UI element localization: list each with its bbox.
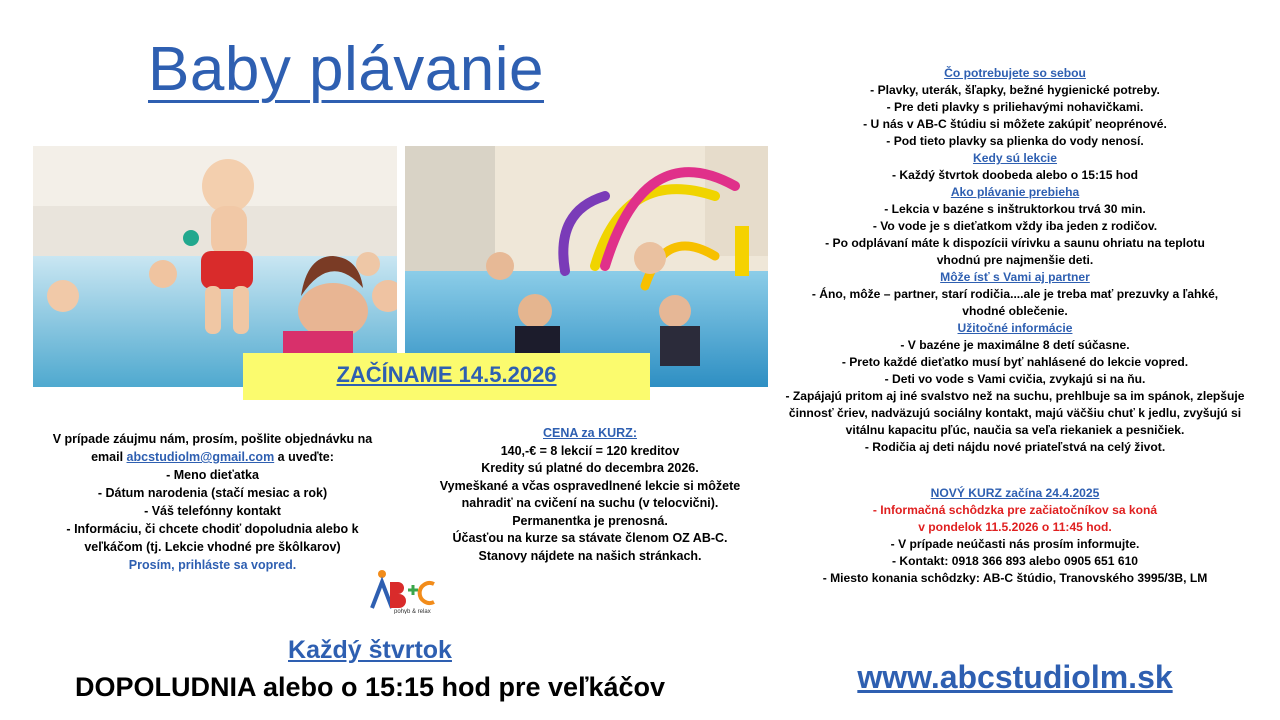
section-heading-how: Ako plávanie prebieha (950, 185, 1080, 199)
order-intro: V prípade záujmu nám, prosím, pošlite objednávku na (52, 432, 373, 446)
order-email-line: email abcstudiolm@gmail.com a uveďte: (91, 450, 334, 464)
website-link[interactable]: www.abcstudiolm.sk (857, 659, 1173, 695)
price-line: Účasťou na kurze sa stávate členom OZ AB-C. (452, 531, 728, 545)
abc-logo (368, 568, 440, 614)
price-line: Vymeškané a včas ospravedlnené lekcie si môžete (439, 478, 741, 493)
section-heading-useful: Užitočné informácie (957, 321, 1073, 335)
section-heading-when: Kedy sú lekcie (972, 151, 1058, 165)
list-item: - U nás v AB-C štúdiu si môžete zakúpiť neoprénové. (765, 116, 1265, 133)
list-item: - Plavky, uterák, šľapky, bežné hygienické potreby. (765, 82, 1265, 99)
list-item: - Pod tieto plavky sa plienka do vody nenosí. (765, 133, 1265, 150)
list-item: - Áno, môže – partner, starí rodičia....ale je treba mať prezuvky a ľahké, (765, 286, 1265, 303)
list-item-continuation: činnosť čriev, nadväzujú sociálny kontakt, majú väčšiu chuť k jedlu, zvyšujú si (788, 406, 1242, 420)
list-item: - Po odplávaní máte k dispozícii vírivku a saunu ohriatu na teplotu (765, 235, 1265, 252)
order-instructions (25, 430, 400, 574)
list-item: - Vo vode je s dieťatkom vždy iba jeden z rodičov. (765, 218, 1265, 235)
list-item: - Preto každé dieťatko musí byť nahlásené do lekcie vopred. (765, 354, 1265, 371)
list-item-continuation: veľkáčom (tj. Lekcie vhodné pre škôlkarov) (84, 540, 341, 554)
price-info (410, 425, 770, 565)
list-item: - Zapájajú pritom aj iné svalstvo než na suchu, prehlbuje sa im spánok, zlepšuje (765, 388, 1265, 405)
price-heading: CENA za KURZ: (543, 426, 637, 440)
price-line: nahradiť na cvičení na suchu (v telocvični). (461, 496, 719, 510)
photo-pool-class (405, 146, 768, 387)
list-item: - Deti vo vode s Vami cvičia, zvykajú si na ňu. (765, 371, 1265, 388)
price-line: Kredity sú platné do decembra 2026. (481, 461, 699, 475)
list-item: - Každý štvrtok doobeda alebo o 15:15 hod (765, 167, 1265, 184)
list-item: - Kontakt: 0918 366 893 alebo 0905 651 610 (765, 553, 1265, 570)
list-item: - Váš telefónny kontakt (25, 502, 400, 520)
new-course-heading: NOVÝ KURZ začína 24.4.2025 (930, 486, 1100, 500)
section-heading-bring: Čo potrebujete so sebou (944, 66, 1086, 80)
course-info (765, 65, 1265, 456)
schedule-times: DOPOLUDNIA alebo o 15:15 hod pre veľkáčov (74, 672, 666, 702)
start-date-banner (243, 353, 650, 400)
list-item: - Meno dieťatka (25, 466, 400, 484)
price-line: Stanovy nájdete na našich stránkach. (478, 548, 702, 563)
list-item-continuation: vitálnu kapacitu pľúc, naučia sa veľa riekaniek a pesničiek. (845, 423, 1185, 437)
list-item-continuation: vhodnú pre najmenšie deti. (936, 253, 1094, 267)
list-item: - V bazéne je maximálne 8 detí súčasne. (765, 337, 1265, 354)
order-closing: Prosím, prihláste sa vopred. (128, 558, 297, 572)
list-item: - Rodičia aj deti nájdu nové priateľstvá na celý život. (765, 439, 1265, 456)
list-item: - Dátum narodenia (stačí mesiac a rok) (25, 484, 400, 502)
list-item: - Lekcia v bazéne s inštruktorkou trvá 30 min. (765, 201, 1265, 218)
list-item: - V prípade neúčasti nás prosím informujte. (765, 536, 1265, 553)
list-item: - Informáciu, či chcete chodiť dopoludnia alebo k (25, 520, 400, 538)
list-item: - Pre deti plavky s priliehavými nohavičkami. (765, 99, 1265, 116)
meeting-date: v pondelok 11.5.2026 o 11:45 hod. (918, 520, 1112, 534)
start-date-text: ZAČÍNAME 14.5.2026 (336, 362, 557, 387)
list-item: - Miesto konania schôdzky: AB-C štúdio, Tranovského 3995/3B, LM (765, 570, 1265, 587)
photo-baby-lifted (33, 146, 397, 387)
meeting-info: - Informačná schôdzka pre začiatočníkov sa koná (765, 502, 1265, 519)
section-heading-partner: Môže ísť s Vami aj partner (940, 270, 1090, 284)
list-item-continuation: vhodné oblečenie. (962, 304, 1068, 318)
price-line: 140,-€ = 8 lekcií = 120 kreditov (500, 443, 680, 458)
new-course-info (765, 485, 1265, 587)
logo-tagline: pohyb & relax (394, 609, 431, 614)
page-title: Baby plávanie (148, 35, 544, 104)
schedule-heading: Každý štvrtok (288, 636, 452, 664)
email-link[interactable]: abcstudiolm@gmail.com (126, 450, 275, 464)
price-line: Permanentka je prenosná. (512, 513, 668, 528)
